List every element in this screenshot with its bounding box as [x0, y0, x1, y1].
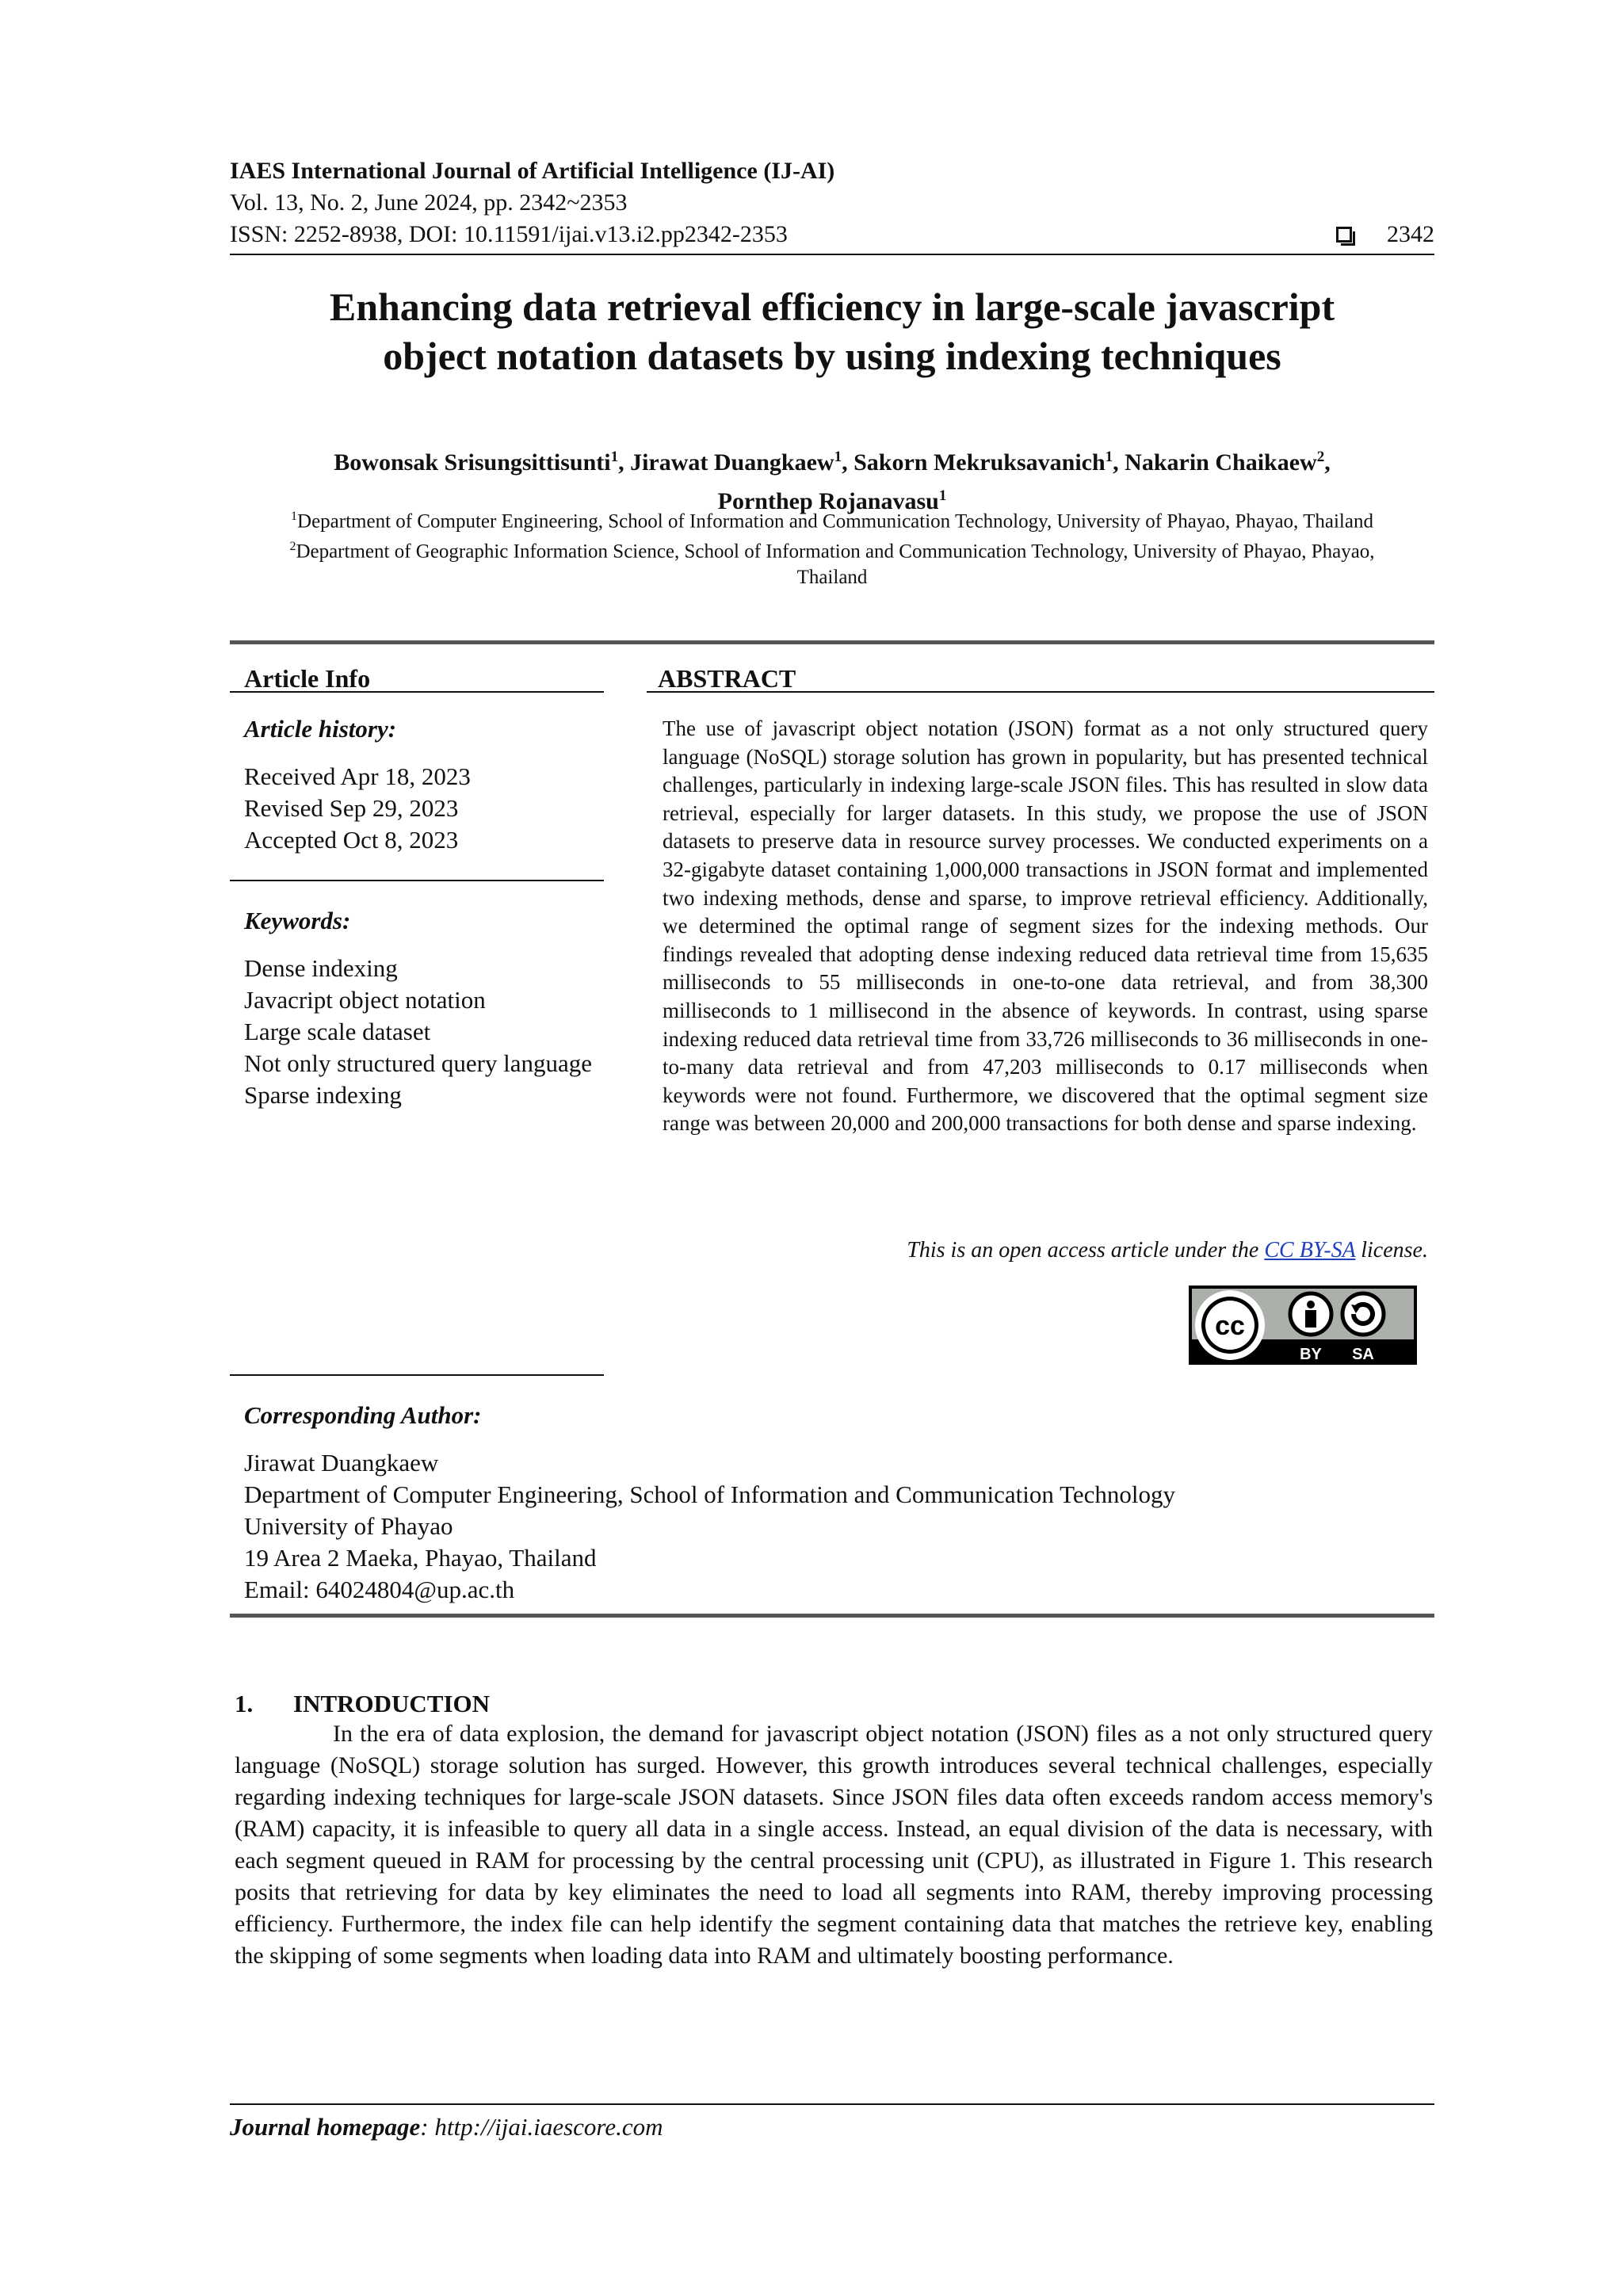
introduction-paragraph: In the era of data explosion, the demand for javascript object notation (JSON) files as a not only structured query language (NoSQL) storage solution has surged. However, this growth introduces several technical challenges, especially regarding indexing techniques for large-scale JSON datasets. Since JSON files data often exceeds random access memory's (RAM) capacity, it is infeasible to query all data in a single access. Instead, an equal division of the data is necessary, with each segment queued in RAM for processing by the central processing unit (CPU), as illustrated in Figure 1. This research posits that retrieving for data by key eliminates the need to load all segments into RAM, thereby improving processing efficiency. Furthermore, the index file can help identify the segment containing data that matches the retrieve key, enabling the skipping of some segments when loading data into RAM and ultimately boosting performance. [235, 1721, 1433, 1969]
author-name: Jirawat Duangkaew [630, 449, 834, 476]
cc-by-sa-badge-icon[interactable] [1189, 1286, 1417, 1365]
affiliation-text: Department of Geographic Information Science, School of Information and Communication Technology, University of Phayao, Phayao, [296, 541, 1375, 563]
section-number: 1. [235, 1690, 254, 1717]
keyword-item: Not only structured query language [244, 1049, 593, 1077]
affiliation-text: Department of Computer Engineering, School of Information and Communication Technology, University of Phayao, Phayao, Thailand [297, 510, 1373, 533]
corresponding-department: Department of Computer Engineering, School of Information and Communication Technology [244, 1480, 1176, 1508]
keywords-rule [230, 880, 604, 881]
abstract-text: The use of javascript object notation (JSON) format as a not only structured query language (NoSQL) storage solution has grown in popularity, but has presented technical challenges, particularly in indexing large-scale JSON files. This has resulted in slow data retrieval, especially for larger datasets. In this study, we propose the use of JSON datasets to preserve data in resource survey processes. We conducted experiments on a 32-gigabyte dataset containing 1,000,000 transactions in JSON format and implemented two indexing methods, dense and sparse, to improve retrieval efficiency. Additionally, we determined the optimal range of segment sizes for the indexing methods. Our findings revealed that adopting dense indexing reduced data retrieval time from 15,635 milliseconds to 55 milliseconds in one-to-one data retrieval, and from 38,300 milliseconds to 1 millisecond in the absence of keywords. In contrast, using sparse indexing reduced data retrieval time from 33,726 milliseconds to 36 milliseconds in one-to-many data retrieval and from 47,203 milliseconds to 0.17 milliseconds when keywords were not found. Furthermore, we discovered that the optimal segment size range was between 20,000 and 200,000 transactions for both dense and sparse indexing. [663, 716, 1428, 1136]
corresponding-university: University of Phayao [244, 1512, 453, 1540]
author-separator: , [618, 449, 631, 476]
keywords-heading: Keywords: [244, 907, 351, 934]
footer-label: Journal homepage [230, 2113, 421, 2141]
history-revised: Revised Sep 29, 2023 [244, 794, 459, 822]
corresponding-name: Jirawat Duangkaew [244, 1449, 439, 1477]
history-accepted: Accepted Oct 8, 2023 [244, 826, 459, 854]
affiliation-number: 2 [289, 540, 296, 554]
keyword-item: Large scale dataset [244, 1018, 431, 1045]
paper-title [230, 282, 1434, 380]
affiliation-1 [230, 504, 1434, 534]
corresponding-email: Email: 64024804@up.ac.th [244, 1576, 515, 1603]
keyword-list [244, 953, 593, 1111]
author-name: Sakorn Mekruksavanich [854, 449, 1106, 476]
corresponding-address: 19 Area 2 Maeka, Phayao, Thailand [244, 1544, 597, 1572]
title-line-1: Enhancing data retrieval efficiency in large-scale javascript [329, 285, 1335, 329]
article-info-heading: Article Info [244, 664, 371, 693]
page-box-icon [1336, 227, 1352, 243]
affiliation-number: 1 [291, 510, 298, 523]
affiliation-2-cont: Thailand [796, 566, 868, 588]
section-title: INTRODUCTION [293, 1690, 491, 1717]
keyword-item: Dense indexing [244, 954, 398, 982]
article-history [244, 761, 471, 856]
author-name: Nakarin Chaikaew [1125, 449, 1317, 476]
corresponding-rule [230, 1374, 604, 1376]
author-separator: , [1324, 449, 1331, 476]
author-name: Pornthep Rojanavasu [717, 488, 939, 514]
title-line-2: object notation datasets by using indexing techniques [383, 334, 1281, 378]
badge-sa-label: SA [1352, 1346, 1374, 1363]
badge-cc-label: cc [1215, 1311, 1245, 1341]
footer-rule [230, 2103, 1434, 2105]
license-prefix: This is an open access article under the [907, 1238, 1265, 1263]
author-affiliation-mark: 1 [834, 449, 842, 465]
affiliation-2 [230, 534, 1434, 564]
affiliations [230, 504, 1434, 590]
abstract-heading: ABSTRACT [658, 664, 796, 693]
journal-footer [230, 2113, 663, 2141]
author-separator: , [842, 449, 854, 476]
license-suffix: license. [1355, 1238, 1428, 1263]
journal-header [230, 155, 1434, 250]
author-name: Bowonsak Srisungsittisunti [334, 449, 611, 476]
header-rule [230, 254, 1434, 255]
volume-info: Vol. 13, No. 2, June 2024, pp. 2342~2353 [230, 189, 628, 216]
author-affiliation-mark: 1 [1105, 449, 1113, 465]
history-received: Received Apr 18, 2023 [244, 762, 471, 790]
page-number: 2342 [1387, 221, 1434, 247]
cc-by-sa-link[interactable]: CC BY-SA [1264, 1238, 1356, 1263]
introduction-heading [235, 1690, 490, 1718]
keyword-item: Sparse indexing [244, 1081, 402, 1109]
author-affiliation-mark: 1 [610, 449, 619, 465]
keyword-item: Javacript object notation [244, 986, 486, 1014]
journal-name: IAES International Journal of Artificial Intelligence (IJ-AI) [230, 158, 835, 184]
corresponding-author-heading: Corresponding Author: [244, 1401, 482, 1429]
badge-by-label: BY [1300, 1346, 1322, 1363]
author-separator: , [1113, 449, 1125, 476]
info-bottom-rule [230, 1614, 1434, 1618]
corresponding-author-details [244, 1447, 1175, 1606]
author-affiliation-mark: 1 [938, 487, 947, 504]
issn-doi: ISSN: 2252-8938, DOI: 10.11591/ijai.v13.i2.pp2342-2353 [230, 221, 788, 247]
info-top-rule [230, 640, 1434, 644]
footer-url[interactable]: : http://ijai.iaescore.com [420, 2113, 663, 2141]
history-heading: Article history: [244, 715, 397, 743]
license-statement [663, 1238, 1428, 1263]
author-affiliation-mark: 2 [1316, 449, 1325, 465]
